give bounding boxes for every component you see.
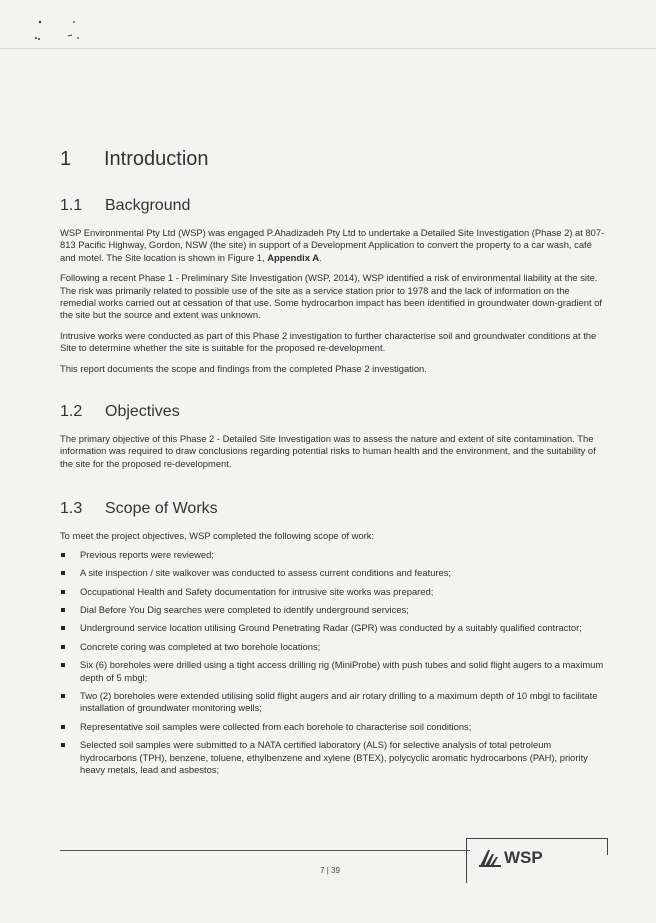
section-title: Introduction	[104, 148, 209, 170]
scope-item-text: Selected soil samples were submitted to a NATA certified laboratory (ALS) for selective analysis of total petroleum hydrocarbons (TPH), benzene, toluene, ethylbenzene and xylene (BTEX), polycyclic aromatic hydrocarbons (PAH), priority heavy metals, lead and asbestos;	[80, 739, 588, 775]
scope-list-item	[60, 659, 605, 684]
background-paragraph-4: This report documents the scope and findings from the completed Phase 2 investigation.	[60, 362, 427, 374]
scope-list-item	[60, 690, 605, 715]
wsp-logo	[478, 848, 543, 868]
bullet-icon	[61, 553, 65, 557]
scope-list-item	[60, 622, 605, 634]
section-number: 1	[60, 148, 72, 170]
scope-list	[60, 549, 605, 777]
bullet-icon	[61, 590, 65, 594]
scope-item-text: Two (2) boreholes were extended utilising solid flight augers and air rotary drilling to a maximum depth of 10 mbgl to facilitate installation of groundwater monitoring wells;	[80, 689, 598, 714]
scope-item-text: Underground service location utilising Ground Penetrating Radar (GPR) was conducted by a suitably qualified contractor;	[80, 622, 582, 634]
bullet-icon	[61, 645, 65, 649]
subsection-number: 1.1	[60, 197, 83, 214]
subsection-heading-background	[60, 197, 605, 215]
wsp-logo-text: WSP	[504, 848, 543, 867]
paragraph-text: WSP Environmental Pty Ltd (WSP) was engaged P.Ahadizadeh Pty Ltd to undertake a Detailed Site Investigation (Phase 2) at 807-813 Pacific Highway, Gordon, NSW (the site) in support of a Development Application to convert the property to a car wash, café and motel. The Site location is shown in Figure 1,	[60, 227, 605, 263]
scope-list-item	[60, 604, 605, 616]
page-content	[60, 148, 605, 782]
scope-list-item	[60, 567, 605, 579]
background-paragraph-3: Intrusive works were conducted as part of this Phase 2 investigation to further characterise soil and groundwater conditions at the Site to determine whether the site is suitable for the proposed re-development.	[60, 329, 597, 354]
scope-item-text: Six (6) boreholes were drilled using a tight access drilling rig (MiniProbe) with push tubes and solid flight augers to a maximum depth of 5 mbgl;	[80, 659, 604, 683]
background-paragraph-1	[60, 227, 605, 264]
scan-specks	[28, 14, 88, 44]
scope-item-text: Representative soil samples were collected from each borehole to characterise soil conditions;	[80, 720, 472, 732]
scan-edge-line	[0, 48, 656, 49]
footer-rule	[60, 850, 470, 851]
subsection-number: 1.3	[60, 500, 83, 518]
objectives-paragraph: The primary objective of this Phase 2 - Detailed Site Investigation was to assess the nature and extent of site contamination. The information was required to draw conclusions regarding potential risks to human health and the environment, and the suitability of the site for the proposed re-development.	[60, 433, 596, 469]
subsection-title: Objectives	[105, 403, 180, 421]
scope-list-item	[60, 641, 605, 653]
bullet-icon	[61, 694, 65, 698]
scope-item-text: Occupational Health and Safety documentation for intrusive site works was prepared;	[80, 585, 434, 597]
bullet-icon	[61, 626, 65, 630]
scope-list-item	[60, 549, 605, 561]
subsection-title: Scope of Works	[105, 500, 218, 518]
bullet-icon	[61, 663, 65, 667]
background-paragraph-2: Following a recent Phase 1 - Preliminary Site Investigation (WSP, 2014), WSP identified a risk of environmental liability at the site. The risk was primarily related to possible use of the site as a service station prior to 1978 and the lack of information on the remedial works carried out at cessation of that use. Some hydrocarbon impact has been identified in groundwater down-gradient of the site but the source and extent was unknown.	[60, 272, 602, 321]
scope-item-text: Dial Before You Dig searches were completed to identify underground services;	[80, 603, 409, 615]
scope-item-text: A site inspection / site walkover was conducted to assess current conditions and features;	[80, 567, 452, 579]
bullet-icon	[61, 743, 65, 747]
frame-corner	[581, 838, 608, 855]
subsection-number: 1.2	[60, 403, 83, 421]
bullet-icon	[61, 608, 65, 612]
scope-item-text: Concrete coring was completed at two borehole locations;	[80, 640, 321, 652]
subsection-title: Background	[105, 197, 191, 214]
page-number: 7 | 39	[320, 866, 340, 875]
subsection-heading-scope	[60, 500, 605, 518]
bullet-icon	[61, 571, 65, 575]
scope-list-item	[60, 739, 605, 776]
scope-item-text: Previous reports were reviewed;	[80, 548, 214, 560]
bullet-icon	[61, 725, 65, 729]
paragraph-end: .	[318, 251, 322, 263]
scope-intro: To meet the project objectives, WSP completed the following scope of work:	[60, 530, 375, 542]
scope-list-item	[60, 721, 605, 733]
wsp-logo-icon	[478, 848, 502, 868]
subsection-heading-objectives	[60, 403, 605, 421]
section-heading-introduction	[60, 148, 605, 171]
appendix-reference: Appendix A	[267, 251, 319, 263]
scope-list-item	[60, 586, 605, 598]
